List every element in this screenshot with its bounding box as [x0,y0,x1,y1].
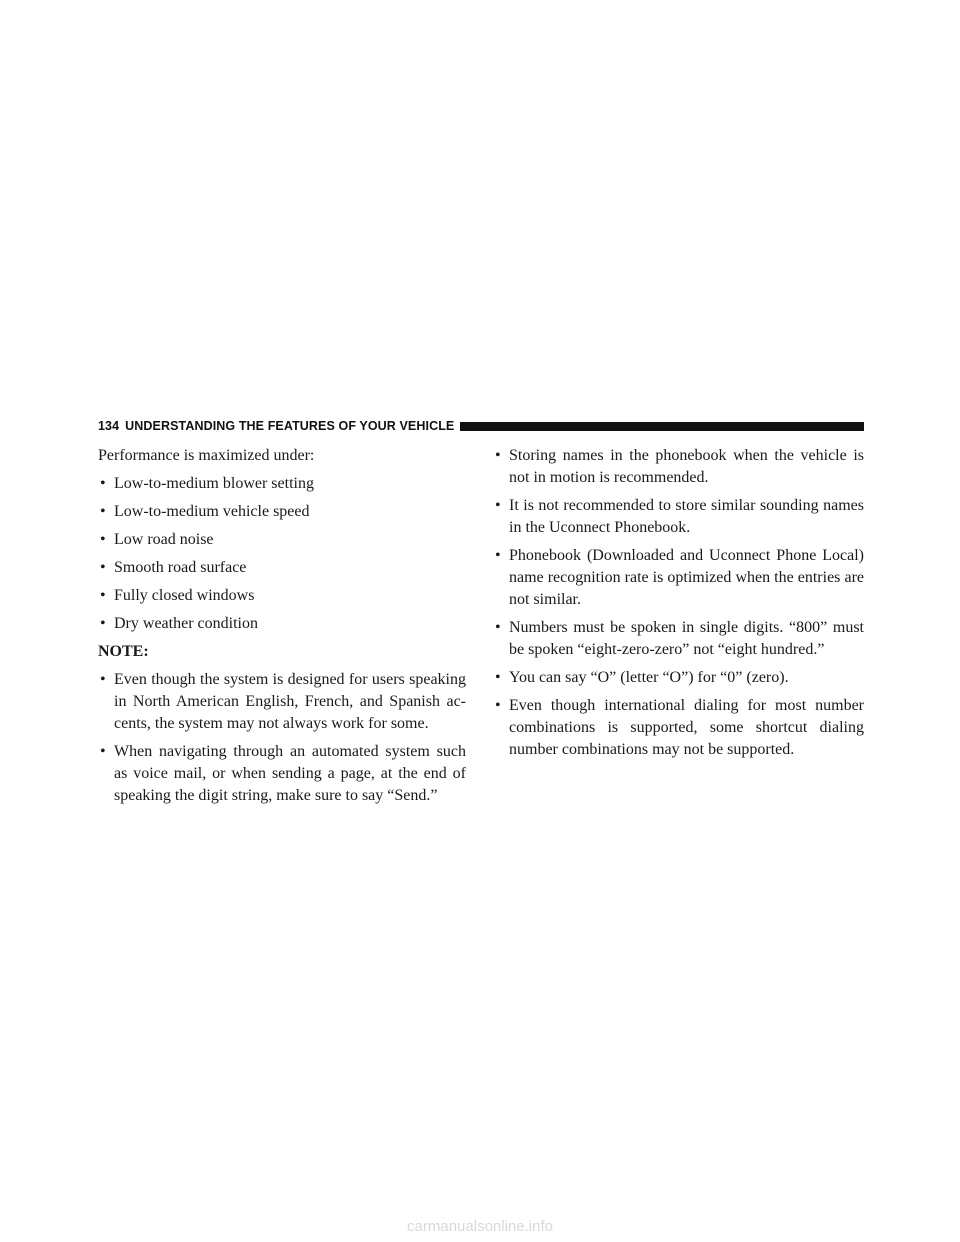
list-item: • Even though the system is designed for users speaking in North American English, French, and Spanish accents, the system may not always work for some. [100,671,466,732]
list-item: • Low-to-medium vehicle speed [98,501,466,523]
list-item: • You can say “O” (letter “O”) for “0” (zero). [493,667,864,689]
bullet-icon: • [100,475,106,492]
list-item: • Low road noise [98,529,466,551]
list-item: • Low-to-medium blower setting [98,473,466,495]
intro-text: Performance is maximized under: [98,447,315,464]
bullet-icon: • [100,743,106,760]
bullet-icon: • [100,559,106,576]
page-header [98,418,864,434]
header-rule [460,422,864,431]
list-item: • Storing names in the phonebook when the vehicle is not in motion is recommended. [495,447,864,486]
list-item: • Numbers must be spoken in single digits. “800” must be spoken “eight-zero-zero” not “eight hundred.” [495,619,864,658]
notes-list-right [493,445,864,761]
note-label: NOTE: [98,643,149,660]
page-number: 134 [98,419,120,433]
list-item: • When navigating through an automated system such as voice mail, or when sending a page, at the end of speaking the digit string, make sure to say “Send.” [100,743,466,804]
bullet-icon: • [100,503,106,520]
list-item: • Fully closed windows [98,585,466,607]
left-column [98,445,466,813]
bullet-icon: • [495,547,501,564]
list-item: • Dry weather condition [98,613,466,635]
bullet-icon: • [100,531,106,548]
list-item: • Even though international dialing for most number combinations is supported, some shortcut dialing number combinations may not be supported. [495,697,864,758]
list-item: • It is not recommended to store similar sounding names in the Uconnect Phonebook. [495,497,864,536]
footer [0,1218,960,1236]
bullet-icon: • [495,447,501,464]
right-column [493,445,864,767]
watermark-link[interactable]: carmanualsonline.info [407,1218,553,1235]
list-item: • Phonebook (Downloaded and Uconnect Phone Local) name recognition rate is optimized when the entries are not similar. [495,547,864,608]
conditions-list [98,473,466,635]
notes-list-left [98,669,466,807]
bullet-icon: • [495,619,501,636]
section-title: UNDERSTANDING THE FEATURES OF YOUR VEHICLE [125,419,455,433]
bullet-icon: • [495,669,501,686]
bullet-icon: • [100,671,106,688]
bullet-icon: • [495,497,501,514]
bullet-icon: • [100,615,106,632]
bullet-icon: • [495,697,501,714]
bullet-icon: • [100,587,106,604]
list-item: • Smooth road surface [98,557,466,579]
